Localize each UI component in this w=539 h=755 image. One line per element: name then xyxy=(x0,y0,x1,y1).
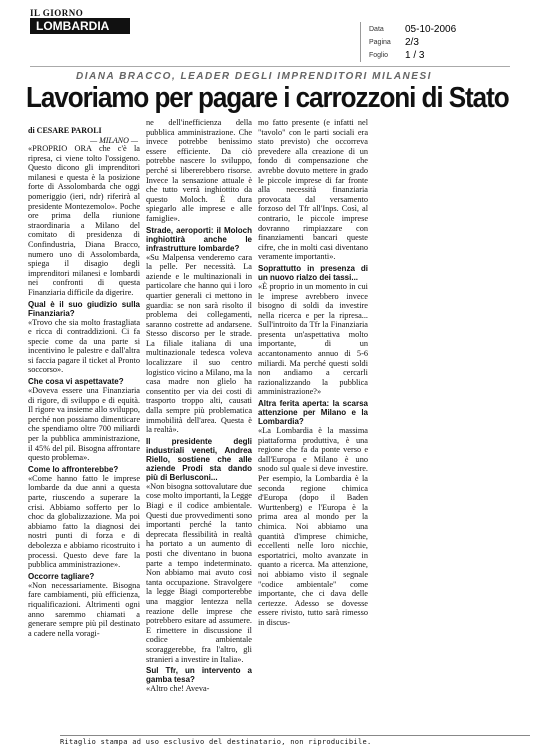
article-column-2 xyxy=(146,118,252,694)
dateline: — MILANO — xyxy=(90,136,139,145)
paragraph: «Doveva essere una Finanziaria di rigore, di sviluppo e di equità. Il rigore va insieme allo sviluppo, perché non possiamo dimenticare che spendiamo oltre 700 miliardi per la pubblica amministrazione, il 45% del pil. Bisogna affrontare questo problema». xyxy=(28,386,140,463)
meta-data-value: 05-10-2006 xyxy=(405,24,457,35)
paragraph: «PROPRIO ORA che c'è la ripresa, ci viene tolto l'ossigeno. Questo dicono gli imprenditori milanesi e questa è la posizione forte di Assolombarda che oggi pomeriggio (ieri, ndr) riferirà al presidente Montezemolo». Poche ore prima della riunione straordinaria a Milano del comitato di presidenza di Confindustria, Diana Bracco, numero uno di Assolombarda, spiega il disagio degli imprenditori milanesi e lombardi nei confronti di questa Finanziaria difficile da digerire. xyxy=(28,144,140,297)
meta-pagina-value: 2/3 xyxy=(405,37,419,48)
meta-foglio-label: Foglio xyxy=(369,52,389,59)
interview-question: Come lo affronterebbe? xyxy=(28,464,119,474)
interview-question: Che cosa vi aspettavate? xyxy=(28,377,124,387)
paragraph: «La Lombardia è la massima piattaforma produttiva, è una regione che fa da ponte verso e dall'Europa e Milano è uno snodo sul quale si deve investire. Per esempio, la Lombardia è la seconda regione chimica d'Europa (dopo il Baden Wurttenberg) e l'Europa è la prima area al mondo per la chimica. Noi abbiamo una quantità d'imprese chimiche, eccellenti nelle loro nicchie, esportatrici, molto avanzate in quanto a ricerca. Ma attenzione, noi abbiamo visto il segnale "codice ambientale" come importante, che ci dava delle certezze. Adesso se dovesse essere rivisto, tutto sarà rimesso in discus- xyxy=(258,426,368,627)
article-column-1 xyxy=(28,144,140,638)
interview-question: Occorre tagliare? xyxy=(28,571,95,581)
paragraph: «Trovo che sia molto frastagliata e ricca di contraddizioni. Ci fa specie come da una parte si incentivino le palestre e dall'altra si faccia pagare il ticket al Pronto soccorso». xyxy=(28,317,140,375)
paragraph: «Su Malpensa venderemo cara la pelle. Per necessità. La aziende e le multinazionali in particolare che hanno qui i loro quartier generali ci mettono in guardia: se non sarà risolto il problema dei collegamenti, saranno costrette ad andarsene. Stesso discorso per le strade. La filiale italiana di una multinazionale tedesca voleva localizzare il suo centro logistico vicino a Milano, ma la casa madre non glielo ha consentito per via dei costi di trasporto troppo alti, causati dalla sempre più problematica immobilità dell'area. Questa è la realtà». xyxy=(146,252,252,435)
meta-data-label: Data xyxy=(369,26,384,33)
interview-question: Il presidente degli industriali veneti, Andrea Riello, sostiene che alle aziende Prodi sta dando più di Berlusconi... xyxy=(146,436,252,482)
interview-question: Soprattutto in presenza di un nuovo rialzo dei tassi... xyxy=(258,263,368,282)
meta-foglio-value: 1 / 3 xyxy=(405,50,425,61)
paragraph: «Come hanno fatto le imprese lombarde da due anni a questa parte, riuscendo a superare la crisi. Abbiamo sofferto per lo choc da globalizzazione. Ma poi abbiamo fatto la diagnosi dei nostri punti di forza e di debolezza e abbiamo ricostruito i processi. Questo deve fare la pubblica amministrazione». xyxy=(28,473,140,570)
paragraph: «Altro che! Aveva- xyxy=(146,684,210,694)
paragraph: mo fatto presente (e infatti nel "tavolo" con le parti sociali era stato previsto) che occorreva prevedere alla creazione di un fondo di compensazione che avrebbe dovuto mettere in grado le piccole imprese di far fronte alla necessità finanziaria provocata dal versamento forzoso del Tfr all'Inps. Così, al contrario, le piccole imprese dovranno rimpiazzare con finanziamenti bancari queste cifre, che in molti casi diventano veramente importanti». xyxy=(258,118,368,262)
paragraph: «È proprio in un momento in cui le imprese avrebbero invece bisogno di soldi da investire nella ricerca e per la ripresa... Sull'introito da Tfr la Finanziaria presenta un'aspettativa molto importante, di un accantonamento annuo di 5-6 miliardi. Ma perché questi soldi non andiamo a cercarli razionalizzando la pubblica amministrazione?» xyxy=(258,281,368,397)
masthead-title: IL GIORNO xyxy=(30,8,84,18)
top-divider xyxy=(30,66,510,67)
byline: di CESARE PAROLI xyxy=(28,126,102,135)
clipping-meta xyxy=(360,22,531,62)
interview-question: Altra ferita aperta: la scarsa attenzione per Milano e la Lombardia? xyxy=(258,399,368,427)
masthead-logo: LOMBARDIA xyxy=(30,18,130,34)
meta-pagina-label: Pagina xyxy=(369,39,391,46)
interview-question: Sul Tfr, un intervento a gamba tesa? xyxy=(146,666,252,685)
kicker: DIANA BRACCO, LEADER DEGLI IMPRENDITORI MILANESI xyxy=(76,71,432,82)
article-column-3 xyxy=(258,118,368,628)
headline: Lavoriamo per pagare i carrozzoni di Stato xyxy=(26,82,509,114)
paragraph: «Non bisogna sottovalutare due cose molto importanti, la Legge Biagi e il codice ambientale. Questi due provvedimenti sono importanti perché la tanto deprecata flessibilità in realtà ha portato a un aumento di posti che diventano in buona parte a tempo indeterminato. Non abbiamo mai avuto così tanta occupazione. Stravolgere la legge Biagi comporterebbe una maggior lentezza nella reazione delle imprese che potrebbero esitare ad assumere. E rimettere in discussione il codice ambientale scoraggerebbe, fra l'altro, gli stranieri a investire in Italia». xyxy=(146,481,252,664)
clipping-footer: Ritaglio stampa ad uso esclusivo del destinatario, non riproducibile. xyxy=(60,735,530,746)
paragraph: «Non necessariamente. Bisogna fare cambiamenti, più efficienza, riqualificazioni. Altrimenti ogni anno saremmo chiamati a generare sempre più pil destinato a cadere nella voragi- xyxy=(28,580,140,638)
interview-question: Qual è il suo giudizio sulla Finanziaria? xyxy=(28,299,140,318)
interview-question: Strade, aeroporti: il Moloch inghiottirà anche le infrastrutture lombarde? xyxy=(146,225,252,253)
paragraph: ne dell'inefficienza della pubblica amministrazione. Che invece potrebbe benissimo essere efficiente. Da ciò potrebbe nascere lo sviluppo, perché si libererebbero risorse. Invece la sensazione attuale è che tutto verrà inghiottito da questo Moloch. È dura spiegarlo alle imprese e alle famiglie». xyxy=(146,118,252,223)
